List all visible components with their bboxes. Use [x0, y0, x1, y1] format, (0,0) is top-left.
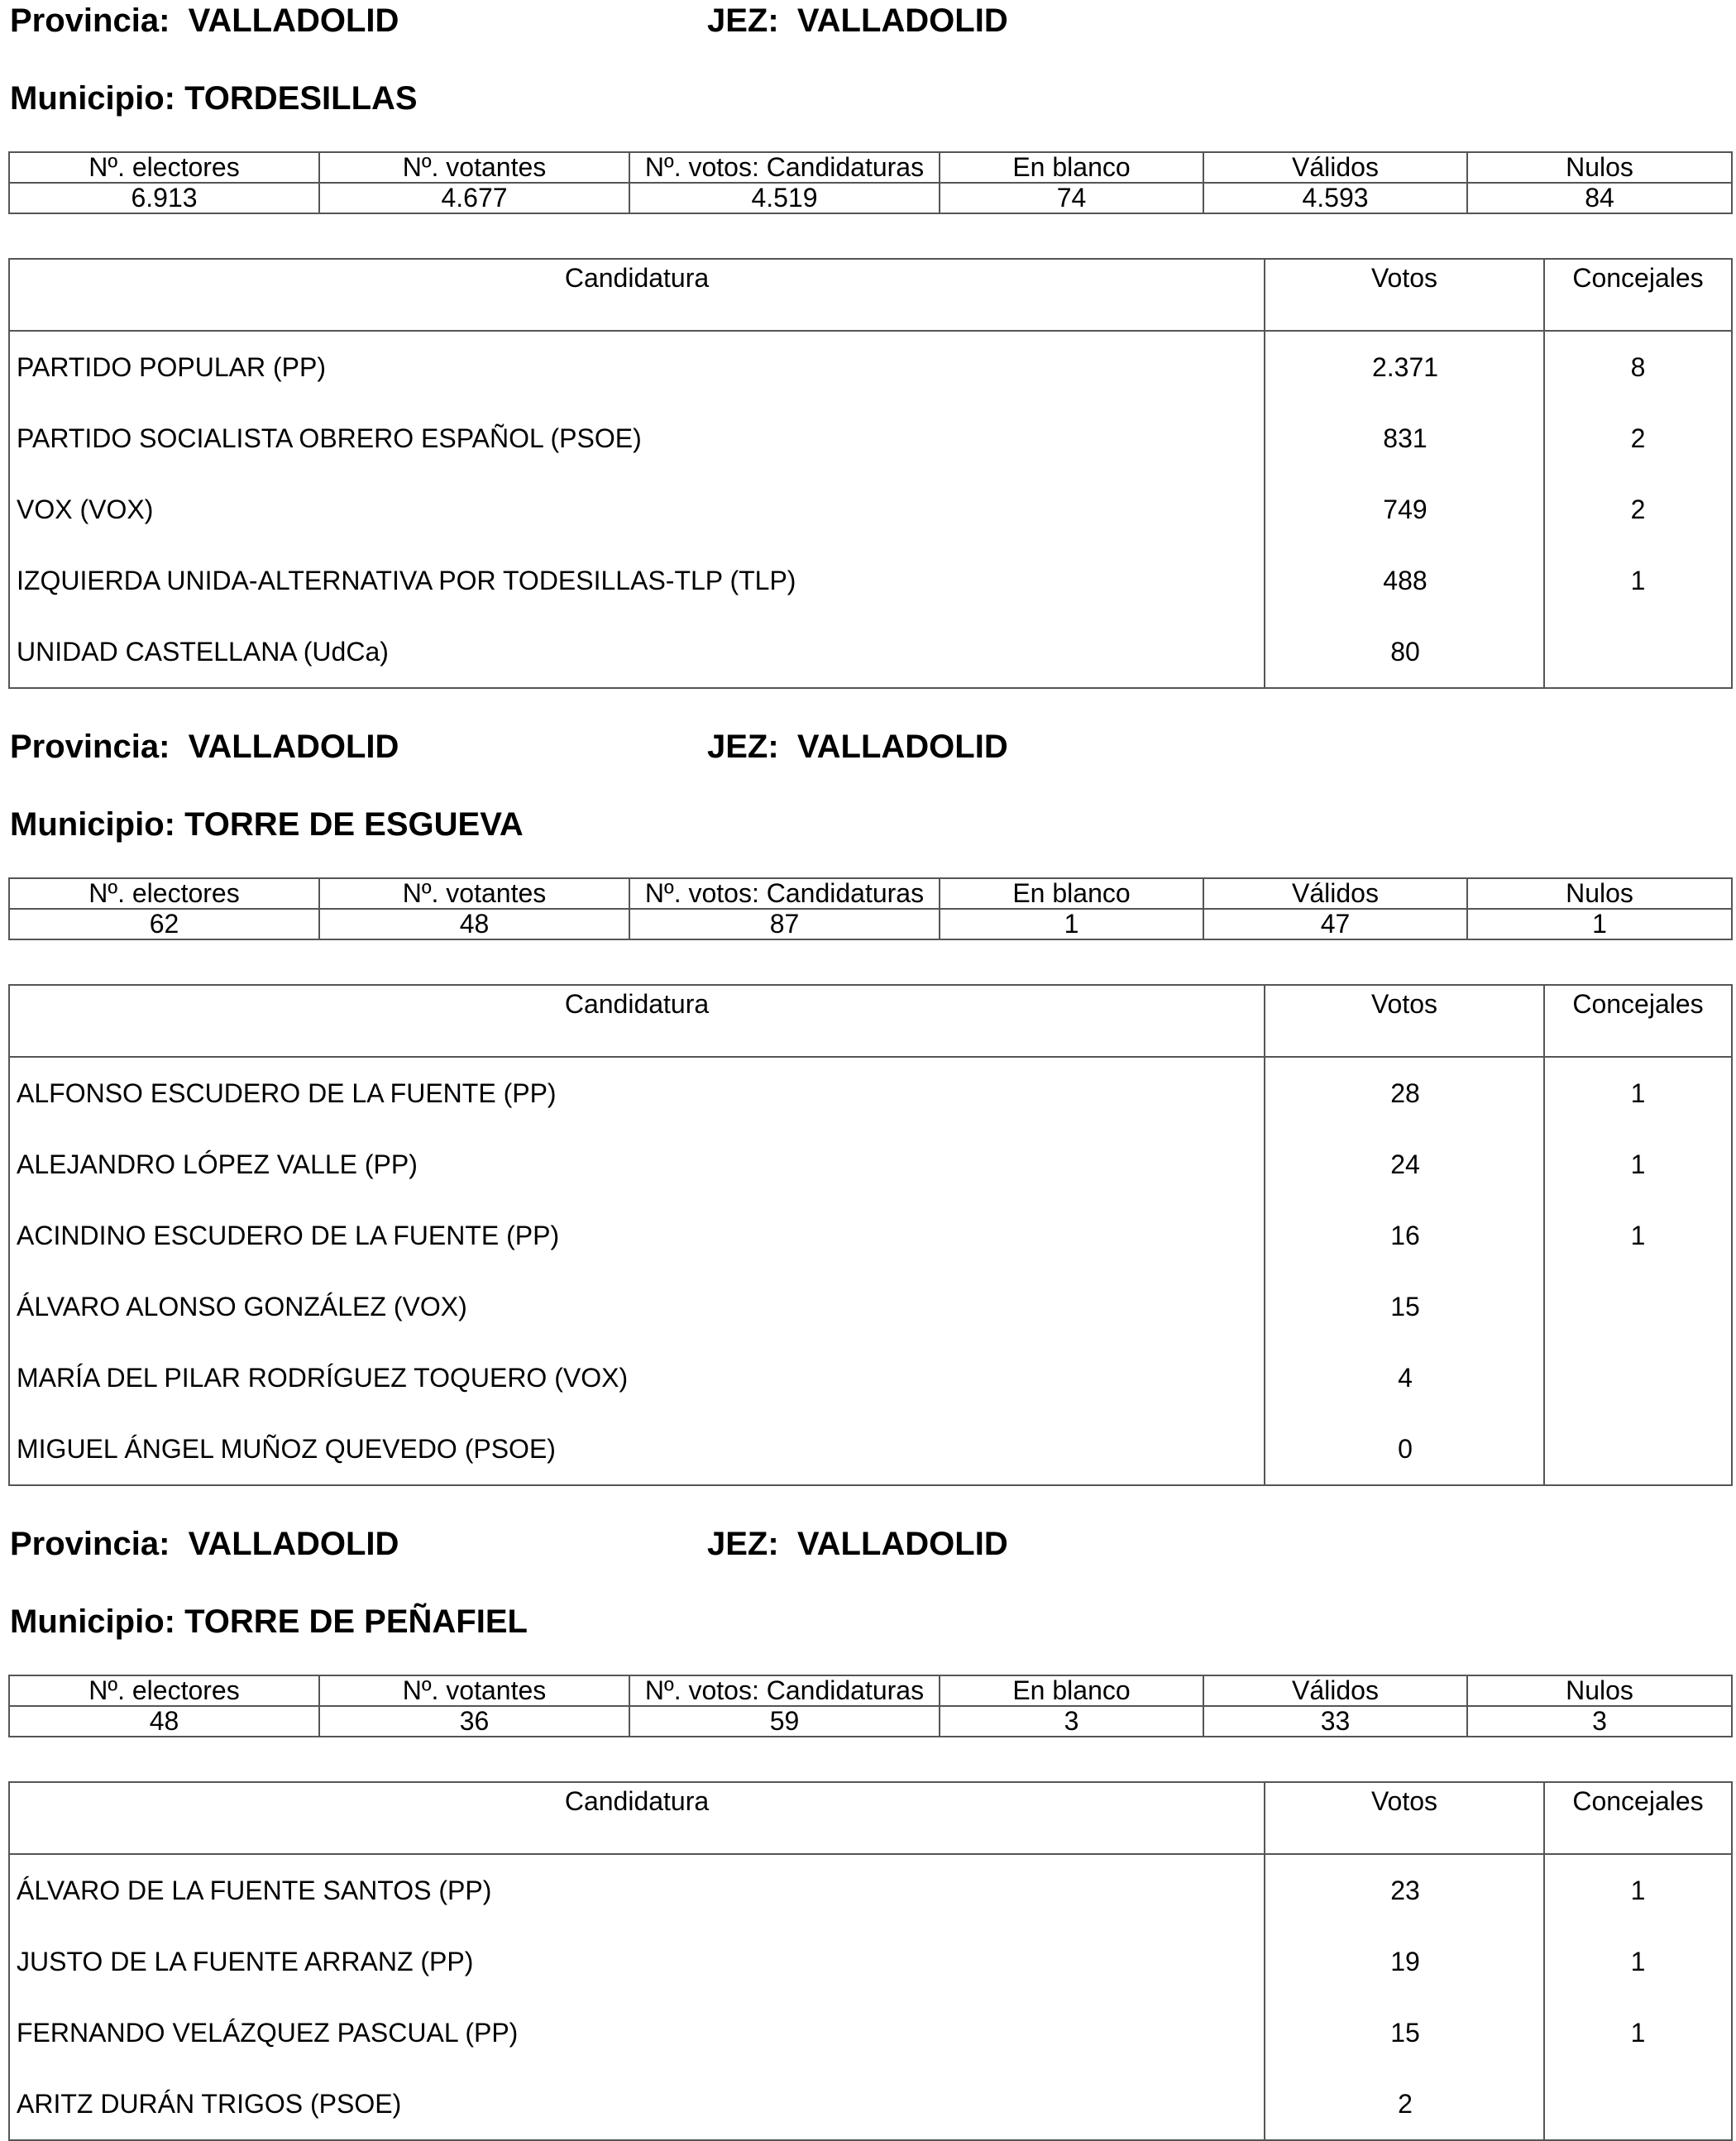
candidate-seats — [1544, 616, 1732, 688]
candidate-seats: 1 — [1630, 1875, 1646, 1905]
candidate-name: UNIDAD CASTELLANA (UdCa) — [9, 616, 1265, 688]
provincia-label: Provincia: VALLADOLID — [10, 1526, 399, 1562]
candidate-name: ÁLVARO DE LA FUENTE SANTOS (PP) — [9, 1854, 1265, 1926]
electores-header: Nº. electores — [9, 152, 319, 183]
candidate-name: VOX (VOX) — [9, 474, 1265, 545]
candidate-votes: 80 — [1265, 616, 1544, 688]
candidate-name: MIGUEL ÁNGEL MUÑOZ QUEVEDO (PSOE) — [9, 1413, 1265, 1485]
en-blanco-header: En blanco — [940, 152, 1203, 183]
provincia-label: Provincia: VALLADOLID — [10, 729, 399, 765]
nulos-value: 84 — [1467, 183, 1732, 213]
candidate-seats — [1544, 1413, 1732, 1485]
candidate-votes: 2 — [1265, 2068, 1544, 2140]
validos-header: Válidos — [1203, 1675, 1467, 1706]
province-header — [8, 726, 1731, 767]
en-blanco-header: En blanco — [940, 878, 1203, 909]
summary-header-row — [9, 878, 1732, 909]
validos-value: 33 — [1203, 1706, 1467, 1737]
summary-table — [8, 1675, 1733, 1737]
province-header — [8, 0, 1731, 41]
table-row — [9, 1854, 1732, 1926]
municipio-value: TORRE DE PEÑAFIEL — [184, 1603, 528, 1640]
summary-header-row — [9, 1675, 1732, 1706]
summary-header-row — [9, 152, 1732, 183]
validos-value: 4.593 — [1203, 183, 1467, 213]
jez-value: VALLADOLID — [796, 2, 1008, 39]
concejales-header: Concejales — [1544, 985, 1732, 1057]
candidate-seats: 1 — [1630, 565, 1646, 595]
summary-table — [8, 877, 1733, 940]
provincia-value: VALLADOLID — [188, 2, 399, 39]
candidate-seats: 1 — [1630, 1149, 1646, 1179]
municipio-title: Municipio: TORDESILLAS — [10, 80, 418, 117]
table-row — [9, 1200, 1732, 1271]
votos-header: Votos — [1265, 1782, 1544, 1854]
candidate-seats — [1544, 2068, 1732, 2140]
candidate-votes: 831 — [1265, 403, 1544, 474]
votantes-value: 4.677 — [319, 183, 629, 213]
candidatura-header: Candidatura — [9, 985, 1265, 1057]
candidate-votes: 0 — [1265, 1413, 1544, 1485]
candidatura-header: Candidatura — [9, 259, 1265, 331]
votos-candidaturas-header: Nº. votos: Candidaturas — [629, 878, 940, 909]
table-row — [9, 1271, 1732, 1342]
votantes-value: 36 — [319, 1706, 629, 1737]
candidates-table — [8, 1781, 1733, 2141]
candidate-votes: 16 — [1265, 1200, 1544, 1271]
validos-value: 47 — [1203, 909, 1467, 939]
table-row — [9, 474, 1732, 545]
candidate-name: ALEJANDRO LÓPEZ VALLE (PP) — [9, 1129, 1265, 1200]
electores-header: Nº. electores — [9, 878, 319, 909]
candidate-name: ÁLVARO ALONSO GONZÁLEZ (VOX) — [9, 1271, 1265, 1342]
votantes-header: Nº. votantes — [319, 1675, 629, 1706]
candidate-name: ALFONSO ESCUDERO DE LA FUENTE (PP) — [9, 1057, 1265, 1129]
provincia-label: Provincia: VALLADOLID — [10, 2, 399, 39]
summary-value-row — [9, 909, 1732, 939]
votos-header: Votos — [1265, 985, 1544, 1057]
municipio-title: Municipio: TORRE DE PEÑAFIEL — [10, 1603, 528, 1640]
nulos-value: 3 — [1467, 1706, 1732, 1737]
candidate-votes: 488 — [1265, 545, 1544, 616]
votantes-value: 48 — [319, 909, 629, 939]
summary-value-row — [9, 183, 1732, 213]
votos-candidaturas-value: 59 — [629, 1706, 940, 1737]
candidates-header-row — [9, 985, 1732, 1057]
table-row — [9, 1413, 1732, 1485]
votantes-header: Nº. votantes — [319, 878, 629, 909]
candidate-votes: 2.371 — [1265, 331, 1544, 403]
province-header — [8, 1523, 1731, 1565]
nulos-value: 1 — [1467, 909, 1732, 939]
candidate-seats — [1544, 1342, 1732, 1413]
candidate-name: ACINDINO ESCUDERO DE LA FUENTE (PP) — [9, 1200, 1265, 1271]
table-row — [9, 1926, 1732, 1997]
candidate-seats: 2 — [1630, 423, 1646, 453]
table-row — [9, 616, 1732, 688]
candidate-votes: 749 — [1265, 474, 1544, 545]
table-row — [9, 403, 1732, 474]
nulos-header: Nulos — [1467, 1675, 1732, 1706]
en-blanco-header: En blanco — [940, 1675, 1203, 1706]
candidate-name: PARTIDO POPULAR (PP) — [9, 331, 1265, 403]
candidate-seats: 1 — [1630, 1220, 1646, 1250]
candidates-table — [8, 984, 1733, 1486]
votos-candidaturas-header: Nº. votos: Candidaturas — [629, 1675, 940, 1706]
votos-candidaturas-header: Nº. votos: Candidaturas — [629, 152, 940, 183]
votantes-header: Nº. votantes — [319, 152, 629, 183]
en-blanco-value: 74 — [940, 183, 1203, 213]
section-torre-de-penafiel — [8, 1523, 1731, 2119]
section-tordesillas — [8, 0, 1731, 667]
summary-table — [8, 151, 1733, 214]
provincia-value: VALLADOLID — [188, 1526, 399, 1562]
candidate-votes: 15 — [1265, 1997, 1544, 2068]
table-row — [9, 331, 1732, 403]
section-torre-de-esgueva — [8, 726, 1731, 1464]
votos-candidaturas-value: 4.519 — [629, 183, 940, 213]
candidate-name: JUSTO DE LA FUENTE ARRANZ (PP) — [9, 1926, 1265, 1997]
candidate-name: FERNANDO VELÁZQUEZ PASCUAL (PP) — [9, 1997, 1265, 2068]
candidate-name: ARITZ DURÁN TRIGOS (PSOE) — [9, 2068, 1265, 2140]
electores-value: 62 — [9, 909, 319, 939]
provincia-value: VALLADOLID — [188, 729, 399, 765]
table-row — [9, 2068, 1732, 2140]
nulos-header: Nulos — [1467, 878, 1732, 909]
candidate-seats: 1 — [1630, 1078, 1646, 1108]
candidate-votes: 28 — [1265, 1057, 1544, 1129]
jez-label: JEZ: VALLADOLID — [707, 729, 1008, 765]
candidate-name: IZQUIERDA UNIDA-ALTERNATIVA POR TODESILLAS-TLP (TLP) — [9, 545, 1265, 616]
electores-value: 48 — [9, 1706, 319, 1737]
jez-value: VALLADOLID — [796, 1526, 1008, 1562]
validos-header: Válidos — [1203, 152, 1467, 183]
table-row — [9, 1342, 1732, 1413]
candidate-name: MARÍA DEL PILAR RODRÍGUEZ TOQUERO (VOX) — [9, 1342, 1265, 1413]
table-row — [9, 1129, 1732, 1200]
concejales-header: Concejales — [1544, 259, 1732, 331]
candidate-votes: 23 — [1265, 1854, 1544, 1926]
candidate-seats: 1 — [1630, 2017, 1646, 2048]
votos-header: Votos — [1265, 259, 1544, 331]
summary-value-row — [9, 1706, 1732, 1737]
electores-value: 6.913 — [9, 183, 319, 213]
candidates-header-row — [9, 259, 1732, 331]
municipio-value: TORRE DE ESGUEVA — [184, 806, 524, 843]
en-blanco-value: 3 — [940, 1706, 1203, 1737]
municipio-value: TORDESILLAS — [184, 80, 418, 117]
votos-candidaturas-value: 87 — [629, 909, 940, 939]
validos-header: Válidos — [1203, 878, 1467, 909]
candidatura-header: Candidatura — [9, 1782, 1265, 1854]
en-blanco-value: 1 — [940, 909, 1203, 939]
candidate-seats: 2 — [1630, 494, 1646, 524]
electores-header: Nº. electores — [9, 1675, 319, 1706]
municipio-title: Municipio: TORRE DE ESGUEVA — [10, 806, 524, 843]
concejales-header: Concejales — [1544, 1782, 1732, 1854]
nulos-header: Nulos — [1467, 152, 1732, 183]
candidate-seats — [1544, 1271, 1732, 1342]
jez-label: JEZ: VALLADOLID — [707, 1526, 1008, 1562]
candidate-name: PARTIDO SOCIALISTA OBRERO ESPAÑOL (PSOE) — [9, 403, 1265, 474]
candidate-votes: 19 — [1265, 1926, 1544, 1997]
candidates-header-row — [9, 1782, 1732, 1854]
candidate-votes: 15 — [1265, 1271, 1544, 1342]
table-row — [9, 1057, 1732, 1129]
candidate-seats: 1 — [1630, 1946, 1646, 1976]
candidate-votes: 24 — [1265, 1129, 1544, 1200]
table-row — [9, 1997, 1732, 2068]
jez-value: VALLADOLID — [796, 729, 1008, 765]
candidates-table — [8, 258, 1733, 689]
table-row — [9, 545, 1732, 616]
candidate-seats: 8 — [1630, 351, 1646, 382]
candidate-votes: 4 — [1265, 1342, 1544, 1413]
jez-label: JEZ: VALLADOLID — [707, 2, 1008, 39]
